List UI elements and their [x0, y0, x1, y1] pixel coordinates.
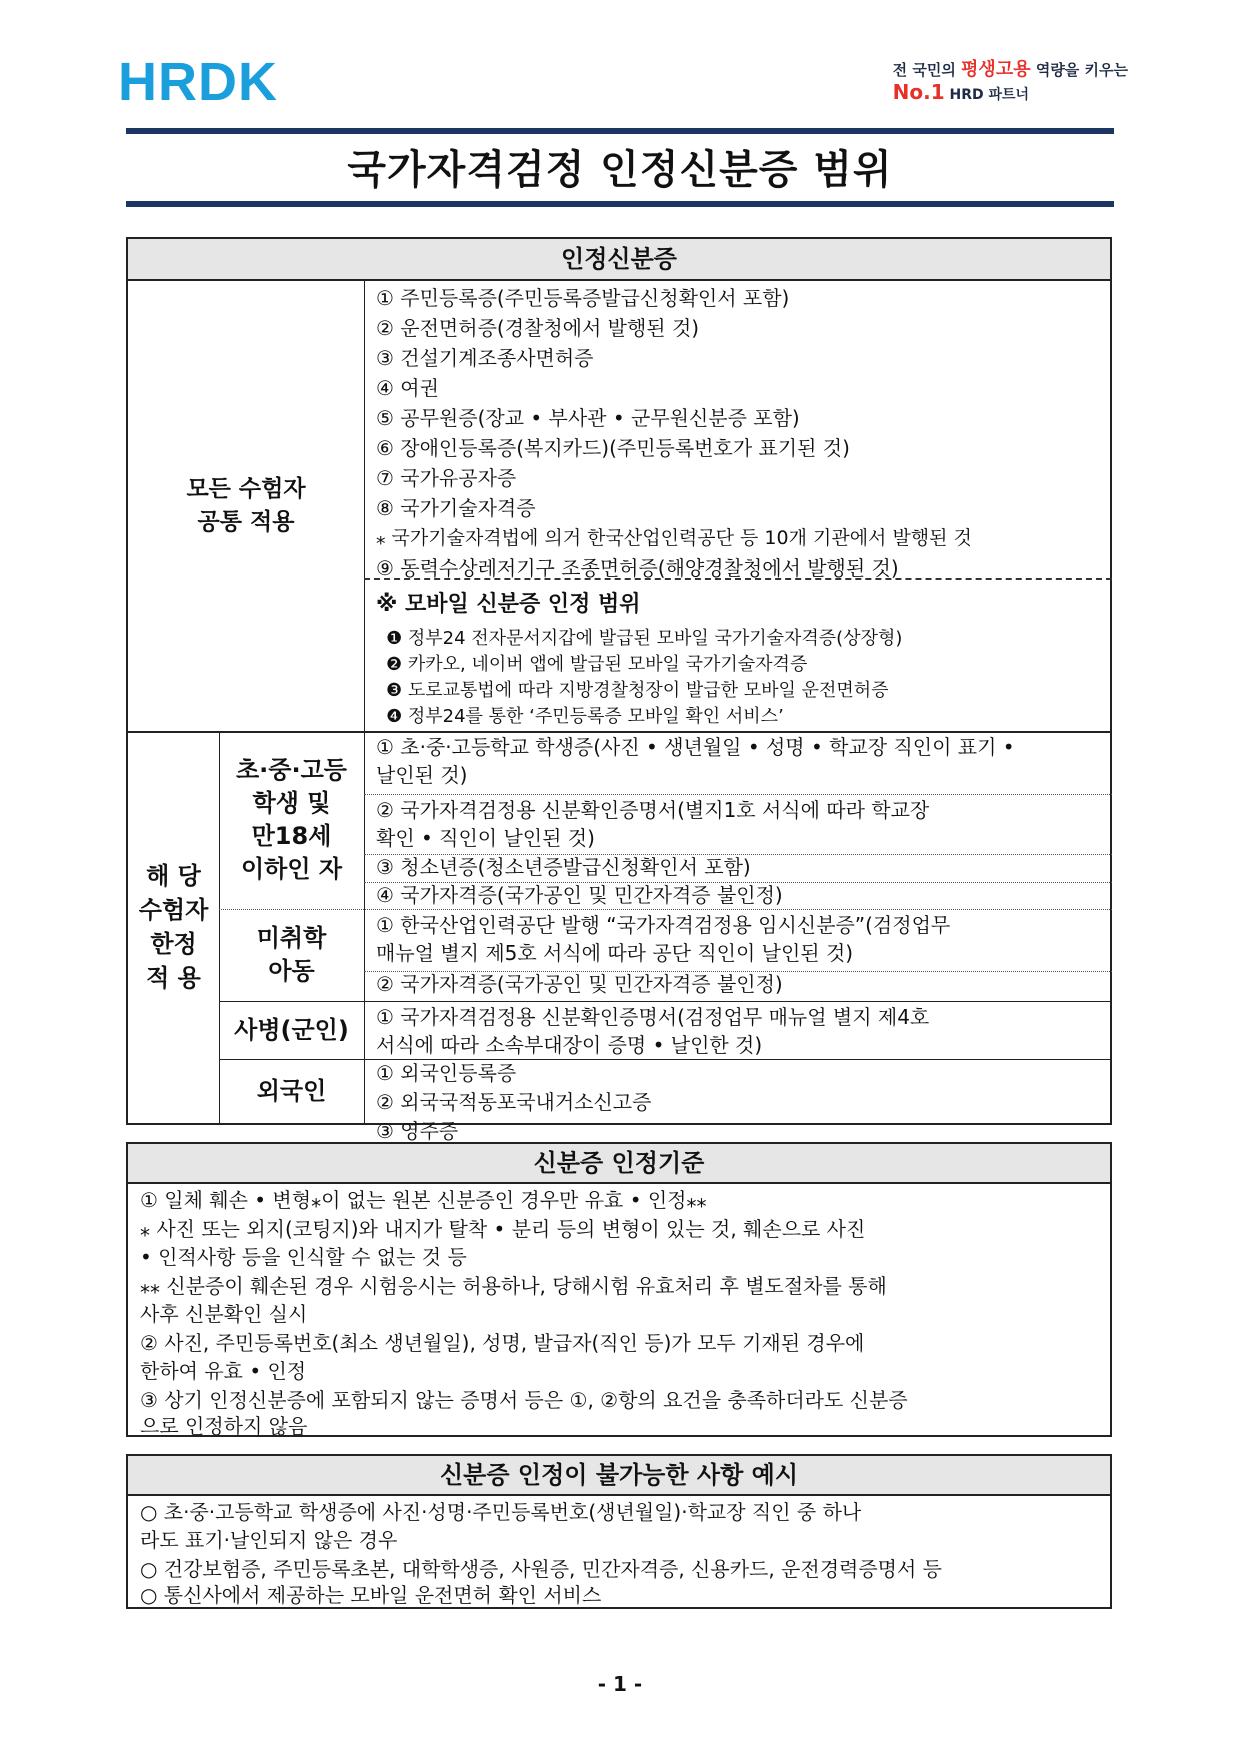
group-label-soldier	[219, 1001, 364, 1059]
examples-heading: 신분증 인정이 불가능한 사항 예시	[128, 1456, 1110, 1496]
group-label-preschool	[219, 909, 364, 1001]
mobile-item: ❸ 도로교통법에 따라 지방경찰청장이 발급한 모바일 운전면허증	[386, 680, 889, 701]
criteria-line: ③ 상기 인정신분증에 포함되지 않는 증명서 등은 ①, ②항의 요건을 충족하더라도 신분증	[140, 1388, 908, 1412]
tagline	[893, 60, 1128, 107]
list-item: ③ 청소년증(청소년증발급신청확인서 포함)	[376, 855, 751, 879]
id-table-heading: 인정신분증	[128, 239, 1110, 281]
group-label-students	[219, 731, 364, 909]
tagline-line-1	[893, 60, 1128, 80]
list-item: ① 국가자격검정용 신분확인증명서(검정업무 매뉴얼 별지 제4호	[376, 1005, 930, 1029]
mobile-item: ❶ 정부24 전자문서지갑에 발급된 모바일 국가기술자격증(상장형)	[386, 628, 903, 649]
list-item: ① 한국산업인력공단 발행 “국가자격검정용 임시신분증”(검정업무	[376, 913, 951, 937]
list-item: ① 외국인등록증	[376, 1061, 517, 1085]
list-item: ② 국가자격검정용 신분확인증명서(별지1호 서식에 따라 학교장	[376, 798, 930, 822]
limited-label-line: 적 용	[146, 964, 201, 992]
tagline-highlight: 평생고용	[961, 59, 1031, 80]
list-item: ⑥ 장애인등록증(복지카드)(주민등록번호가 표기된 것)	[376, 436, 850, 460]
list-item: ⑧ 국가기술자격증	[376, 496, 536, 520]
mobile-item: ❹ 정부24를 통한 ‘주민등록증 모바일 확인 서비스’	[386, 706, 784, 727]
common-label	[128, 281, 364, 731]
group-label-foreigner	[219, 1059, 364, 1123]
mobile-section-title: ※ 모바일 신분증 인정 범위	[376, 592, 641, 617]
title-bottom-rule	[126, 201, 1114, 207]
mobile-divider	[364, 578, 1112, 580]
criteria-line: 사후 신분확인 실시	[140, 1302, 308, 1326]
example-line: 라도 표기·날인되지 않은 경우	[140, 1528, 398, 1552]
id-table	[126, 237, 1112, 1143]
limited-label	[128, 731, 219, 1123]
limited-label-line: 수험자	[138, 896, 209, 924]
criteria-line: ② 사진, 주민등록번호(최소 생년월일), 성명, 발급자(직인 등)가 모두 기재된 경우에	[140, 1331, 865, 1355]
tagline-no1: No.1	[892, 80, 945, 104]
list-item: ⑤ 공무원증(장교 • 부사관 • 군무원신분증 포함)	[376, 406, 800, 430]
col-divider	[364, 281, 365, 1123]
list-item: ⑦ 국가유공자증	[376, 466, 517, 490]
list-item: ③ 건설기계조종사면허증	[376, 346, 594, 370]
criteria-line: 으로 인정하지 않음	[140, 1414, 308, 1438]
page-number: - 1 -	[597, 1672, 643, 1696]
limited-label-line: 한정	[150, 930, 197, 958]
list-item: 매뉴얼 별지 제5호 서식에 따라 공단 직인이 날인된 것)	[376, 941, 854, 965]
tagline-partner: HRD 파트너	[944, 87, 1030, 103]
criteria-table	[126, 1142, 1112, 1437]
tagline-line-2	[893, 80, 1128, 107]
example-line: ○ 초·중·고등학교 학생증에 사진·성명·주민등록번호(생년월일)·학교장 직인 중 하나	[140, 1500, 862, 1524]
tagline-pre: 전 국민의	[892, 61, 962, 79]
row-divider	[364, 794, 1112, 795]
group-label-line: 초·중·고등	[236, 756, 347, 784]
group-label-line: 아동	[268, 957, 315, 985]
examples-table	[126, 1454, 1112, 1609]
criteria-heading: 신분증 인정기준	[128, 1144, 1110, 1184]
example-line: ○ 통신사에서 제공하는 모바일 운전면허 확인 서비스	[140, 1583, 602, 1607]
list-item: ⑨ 동력수상레저기구 조종면허증(해양경찰청에서 발행된 것)	[376, 556, 899, 580]
list-item: ① 초·중·고등학교 학생증(사진 • 생년월일 • 성명 • 학교장 직인이 표기 •	[376, 735, 1015, 759]
list-item: ③ 영주증	[376, 1119, 459, 1143]
list-item: ④ 여권	[376, 376, 439, 400]
group-label-line: 이하인 자	[240, 855, 343, 883]
criteria-line: ⁎ 사진 또는 외지(코팅지)와 내지가 탈착 • 분리 등의 변형이 있는 것, 훼손으로 사진	[140, 1217, 866, 1241]
list-item: ② 외국국적동포국내거소신고증	[376, 1090, 652, 1114]
hrdk-logo: HRDK	[118, 52, 278, 112]
tagline-post: 역량을 키우는	[1030, 61, 1128, 79]
group-label-line: 만18세	[251, 822, 332, 850]
list-item: ① 주민등록증(주민등록증발급신청확인서 포함)	[376, 286, 790, 310]
list-item: 확인 • 직인이 날인된 것)	[376, 826, 595, 850]
list-item: ④ 국가자격증(국가공인 및 민간자격증 불인정)	[376, 883, 783, 907]
mobile-item: ❷ 카카오, 네이버 앱에 발급된 모바일 국가기술자격증	[386, 654, 808, 675]
list-item: ② 운전면허증(경찰청에서 발행된 것)	[376, 316, 700, 340]
page-title: 국가자격검정 인정신분증 범위	[347, 147, 893, 193]
group-label-line: 외국인	[256, 1076, 327, 1105]
criteria-line: 한하여 유효 • 인정	[140, 1359, 307, 1383]
group-label-line: 사병(군인)	[234, 1015, 349, 1044]
group-label-line: 미취학	[256, 924, 327, 952]
list-item: 날인된 것)	[376, 763, 468, 787]
example-line: ○ 건강보험증, 주민등록초본, 대학학생증, 사원증, 민간자격증, 신용카드, 운전경력증명서 등	[140, 1557, 942, 1581]
common-label-line: 모든 수험자	[186, 476, 306, 502]
list-item: ② 국가자격증(국가공인 및 민간자격증 불인정)	[376, 972, 783, 996]
group-label-line: 학생 및	[252, 789, 331, 817]
list-note: ⁎ 국가기술자격법에 의거 한국산업인력공단 등 10개 기관에서 발행된 것	[376, 527, 972, 549]
common-label-line: 공통 적용	[197, 509, 295, 535]
limited-label-line: 해 당	[146, 862, 201, 890]
title-top-rule	[126, 128, 1114, 134]
criteria-line: ① 일체 훼손 • 변형⁎이 없는 원본 신분증인 경우만 유효 • 인정⁎⁎	[140, 1188, 707, 1212]
criteria-line: • 인적사항 등을 인식할 수 없는 것 등	[140, 1245, 467, 1269]
criteria-line: ⁎⁎ 신분증이 훼손된 경우 시험응시는 허용하나, 당해시험 유효처리 후 별도절차를 통해	[140, 1274, 887, 1298]
list-item: 서식에 따라 소속부대장이 증명 • 날인한 것)	[376, 1033, 763, 1057]
